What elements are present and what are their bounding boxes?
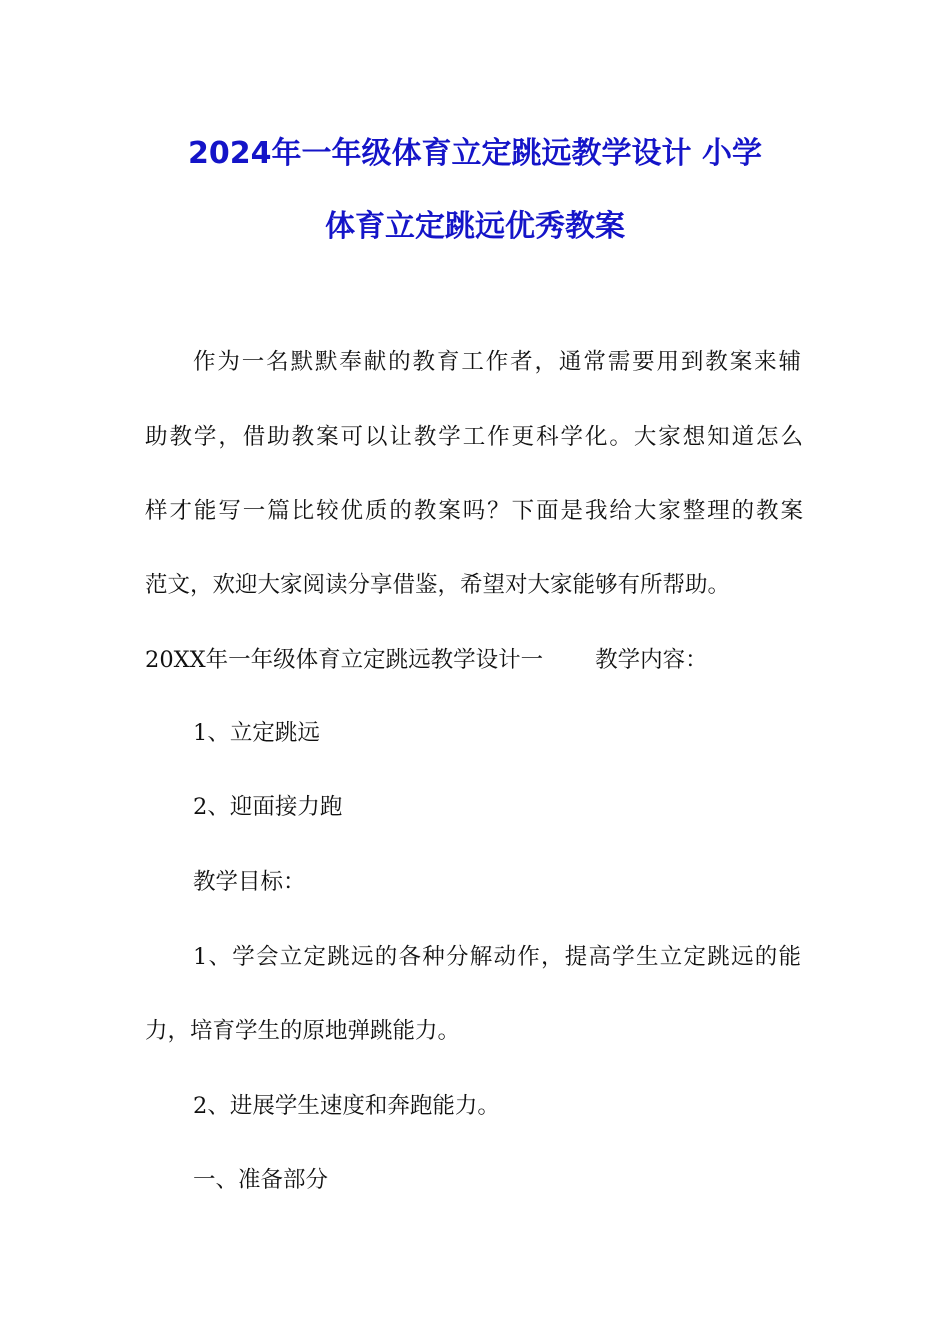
objective-1-line-1: 1、学会立定跳远的各种分解动作，提高学生立定跳远的能 <box>193 944 801 970</box>
content-item-2: 2、迎面接力跑 <box>193 794 343 820</box>
section-content-label: 教学内容： <box>595 647 708 673</box>
intro-line-3: 样才能写一篇比较优质的教案吗？下面是我给大家整理的教案 <box>145 498 803 524</box>
intro-line-4: 范文，欢迎大家阅读分享借鉴，希望对大家能够有所帮助。 <box>145 572 731 598</box>
objectives-label: 教学目标： <box>193 869 306 895</box>
objective-2: 2、进展学生速度和奔跑能力。 <box>193 1093 500 1119</box>
objective-1-line-2: 力，培育学生的原地弹跳能力。 <box>145 1018 461 1044</box>
document-title-line-2: 体育立定跳远优秀教案 <box>325 209 625 244</box>
content-item-1: 1、立定跳远 <box>193 720 320 746</box>
intro-line-1: 作为一名默默奉献的教育工作者，通常需要用到教案来辅 <box>193 349 801 375</box>
part-1-label: 一、准备部分 <box>193 1167 329 1193</box>
section-heading-row <box>145 645 708 675</box>
section-heading: 20XX年一年级体育立定跳远教学设计一 <box>145 647 544 673</box>
intro-line-2: 助教学，借助教案可以让教学工作更科学化。大家想知道怎么 <box>145 424 803 450</box>
document-title-line-1: 2024年一年级体育立定跳远教学设计 小学 <box>188 136 762 171</box>
